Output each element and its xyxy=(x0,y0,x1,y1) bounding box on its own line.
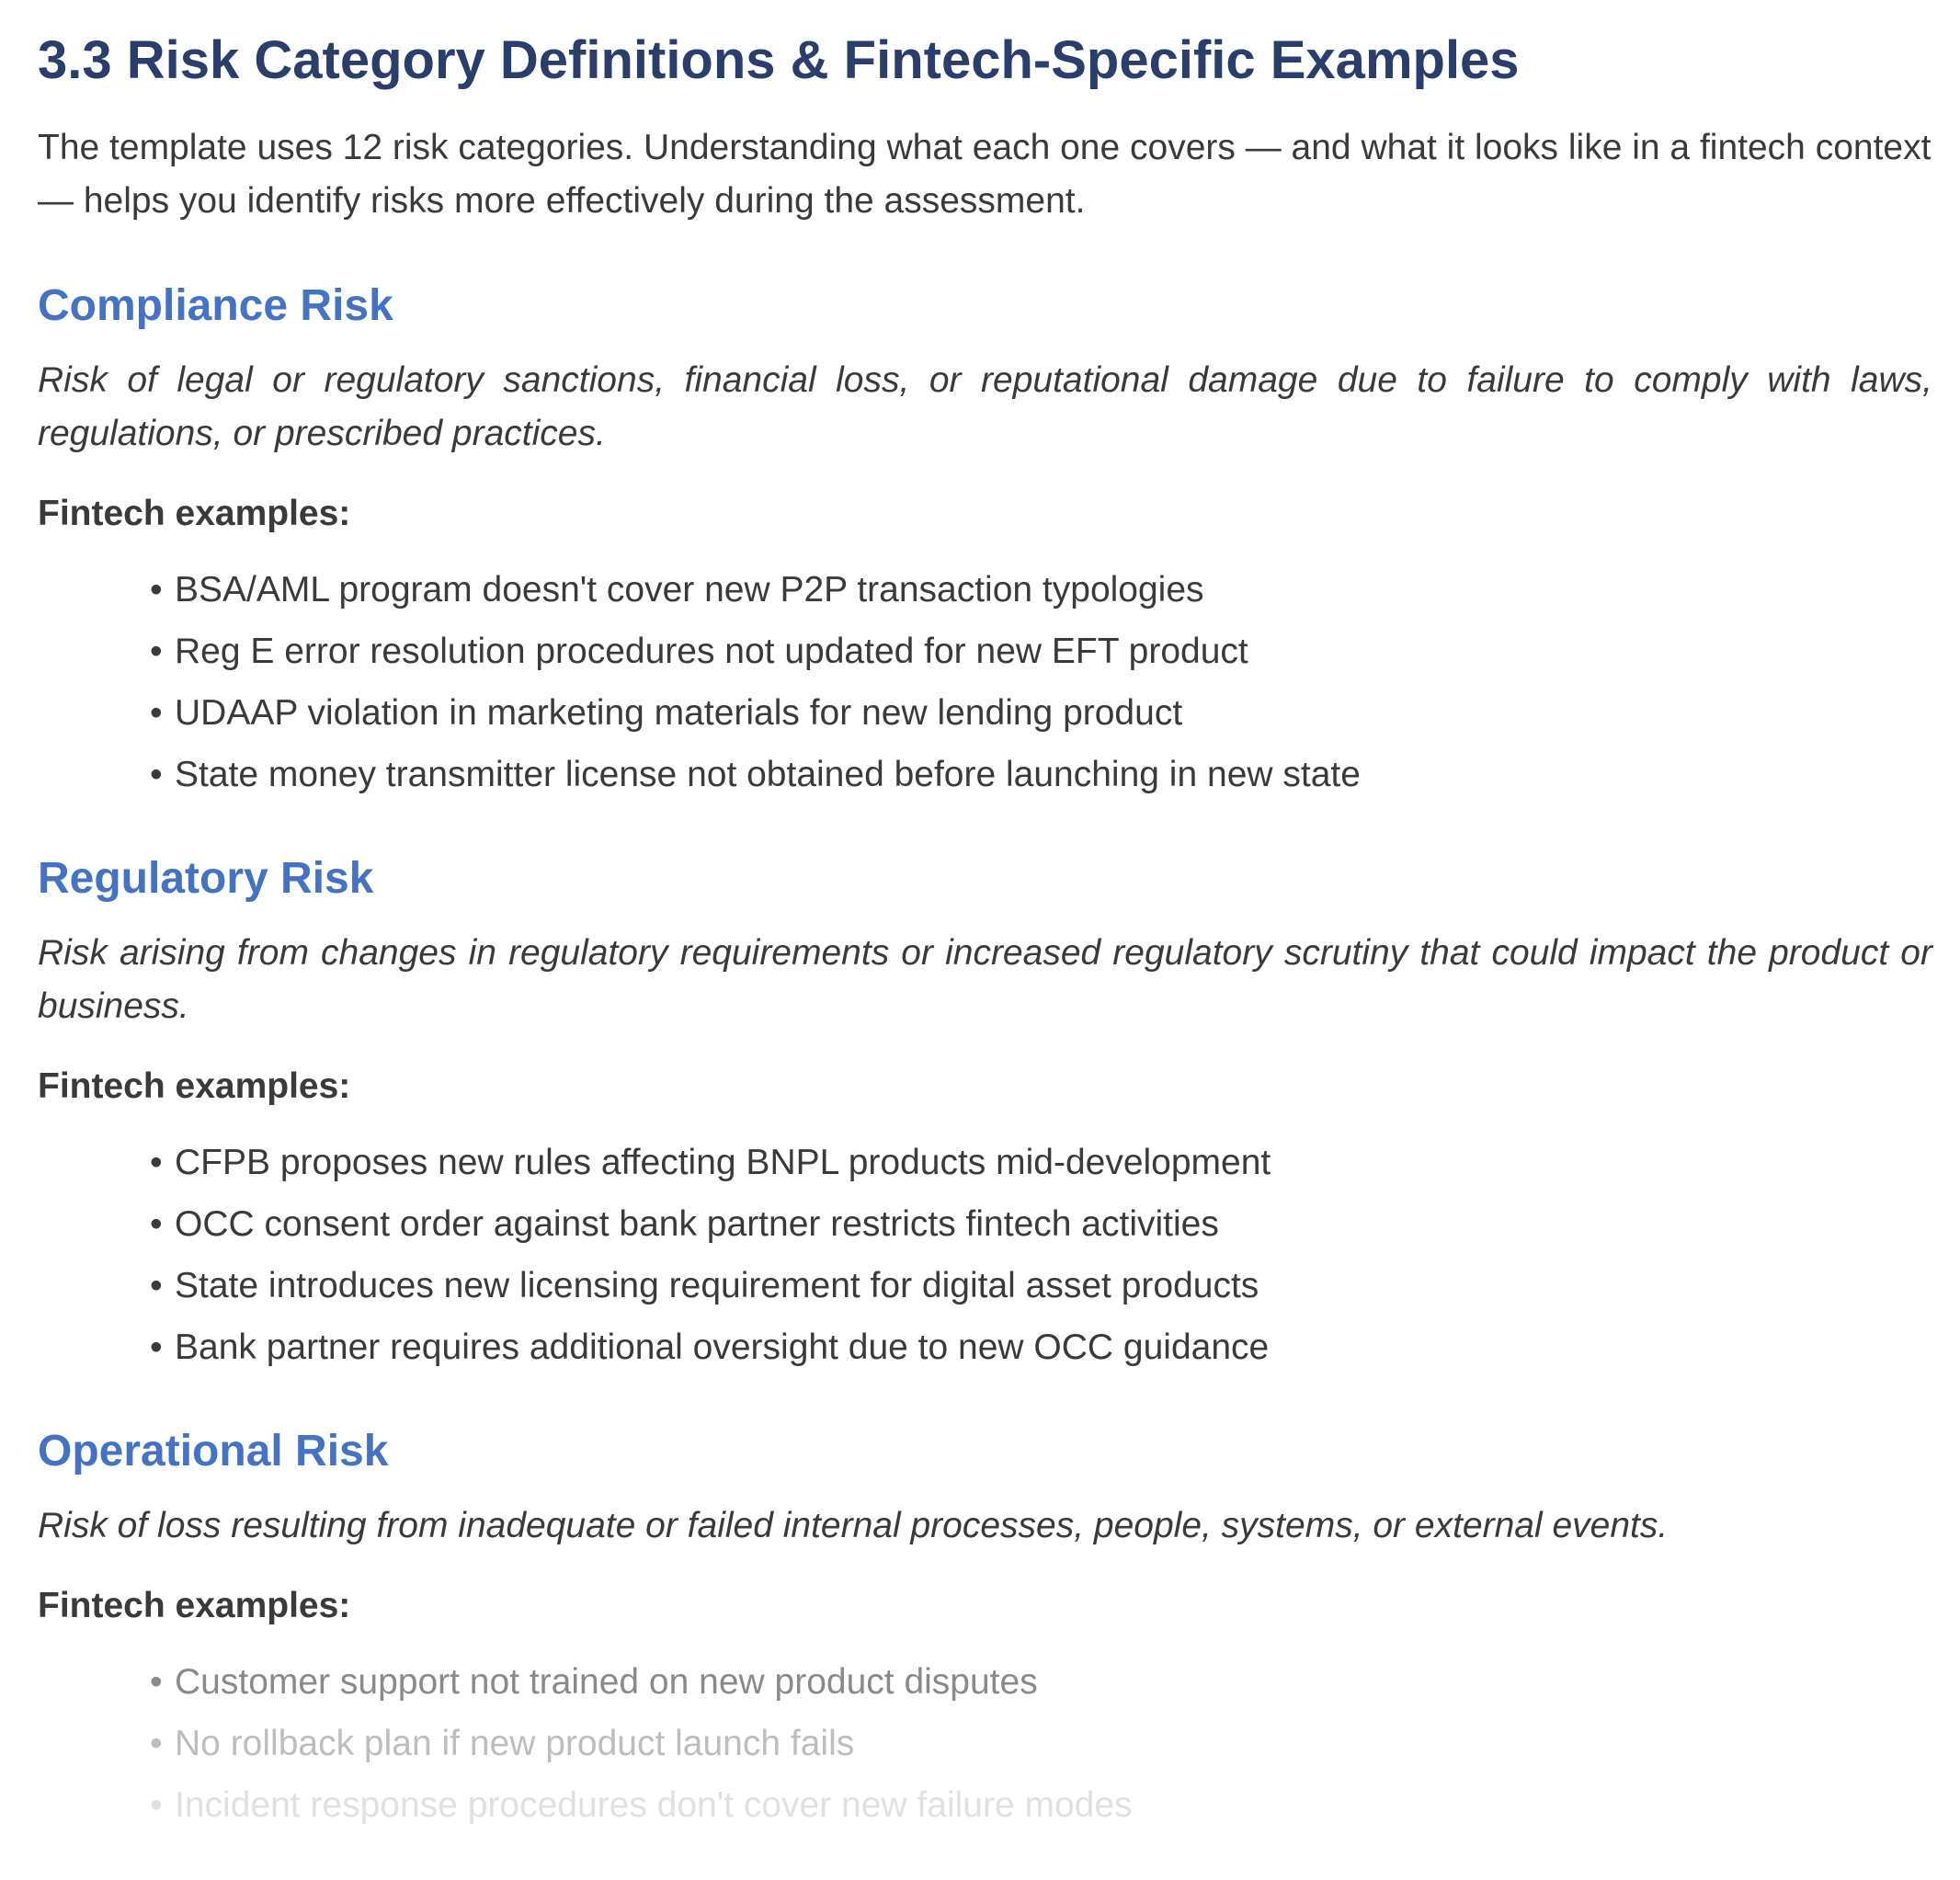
section-definition: Risk of loss resulting from inadequate or failed internal processes, people, systems, or external events. xyxy=(38,1506,1669,1545)
bullet-icon: • xyxy=(150,1143,163,1182)
examples-label: Fintech examples: xyxy=(38,1586,351,1625)
section-compliance-risk xyxy=(38,279,1932,805)
list-item xyxy=(150,1193,1932,1255)
examples-list xyxy=(38,559,1932,805)
document-page xyxy=(0,28,1960,1836)
bullet-icon: • xyxy=(150,1724,163,1763)
section-definition: Risk arising from changes in regulatory requirements or increased regulatory scrutiny that could impact the product or business. xyxy=(38,933,1932,1026)
list-item xyxy=(150,1316,1932,1378)
bullet-icon: • xyxy=(150,1785,163,1825)
bullet-icon: • xyxy=(150,1204,163,1244)
list-item xyxy=(150,559,1932,621)
list-item xyxy=(150,1255,1932,1316)
page-title: 3.3 Risk Category Definitions & Fintech-Specific Examples xyxy=(38,30,1520,90)
examples-list xyxy=(38,1132,1932,1378)
list-item xyxy=(150,1774,1932,1836)
section-definition: Risk of legal or regulatory sanctions, financial loss, or reputational damage due to failure to comply with laws, regulations, or prescribed practices. xyxy=(38,360,1932,453)
list-item-text: State money transmitter license not obtained before launching in new state xyxy=(175,755,1361,794)
section-regulatory-risk xyxy=(38,851,1932,1378)
examples-label: Fintech examples: xyxy=(38,494,351,533)
examples-list xyxy=(38,1651,1932,1836)
list-item-text: Incident response procedures don't cover new failure modes xyxy=(175,1785,1133,1825)
bullet-icon: • xyxy=(150,1662,163,1702)
section-heading: Regulatory Risk xyxy=(38,854,374,903)
list-item xyxy=(150,1651,1932,1713)
list-item-text: No rollback plan if new product launch fails xyxy=(175,1724,855,1763)
bullet-icon: • xyxy=(150,755,163,794)
section-heading: Compliance Risk xyxy=(38,281,393,330)
bullet-icon: • xyxy=(150,693,163,733)
list-item-text: CFPB proposes new rules affecting BNPL products mid-development xyxy=(175,1143,1271,1182)
list-item-text: Bank partner requires additional oversight due to new OCC guidance xyxy=(175,1327,1270,1367)
list-item-text: UDAAP violation in marketing materials for new lending product xyxy=(175,693,1183,733)
intro-paragraph: The template uses 12 risk categories. Understanding what each one covers — and what it looks like in a fintech context — helps you identify risks more effectively during the assessment. xyxy=(38,128,1932,221)
examples-label: Fintech examples: xyxy=(38,1066,351,1106)
list-item xyxy=(150,621,1932,682)
list-item xyxy=(150,744,1932,805)
bullet-icon: • xyxy=(150,632,163,671)
section-operational-risk xyxy=(38,1424,1932,1836)
list-item-text: Reg E error resolution procedures not updated for new EFT product xyxy=(175,632,1248,671)
list-item xyxy=(150,1713,1932,1774)
list-item-text: State introduces new licensing requirement for digital asset products xyxy=(175,1266,1259,1305)
list-item-text: Customer support not trained on new product disputes xyxy=(175,1662,1038,1702)
list-item xyxy=(150,682,1932,744)
bullet-icon: • xyxy=(150,570,163,610)
bullet-icon: • xyxy=(150,1327,163,1367)
list-item-text: BSA/AML program doesn't cover new P2P transaction typologies xyxy=(175,570,1204,610)
list-item-text: OCC consent order against bank partner restricts fintech activities xyxy=(175,1204,1219,1244)
list-item xyxy=(150,1132,1932,1193)
section-heading: Operational Risk xyxy=(38,1427,389,1476)
bullet-icon: • xyxy=(150,1266,163,1305)
